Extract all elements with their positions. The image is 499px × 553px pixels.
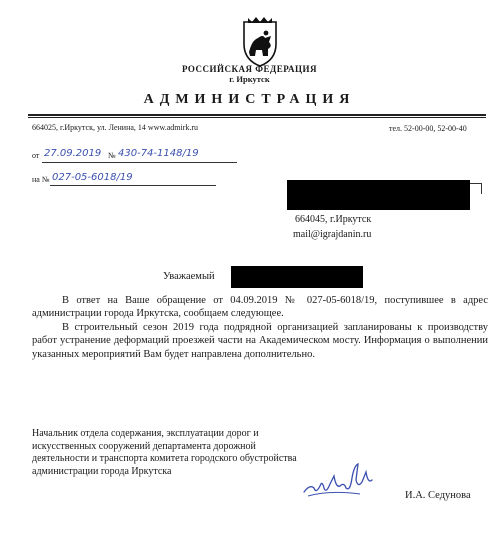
name-redaction [231, 266, 363, 288]
from-label: от [32, 151, 40, 160]
country-name: РОССИЙСКАЯ ФЕДЕРАЦИЯ [181, 64, 318, 74]
reply-to-label: на № [32, 175, 50, 184]
letter-body [32, 294, 488, 361]
signer-name: И.А. Седунова [405, 490, 471, 501]
address-corner-mark-vertical [481, 183, 482, 194]
greeting: Уважаемый [163, 271, 215, 282]
organization-title: АДМИНИСТРАЦИЯ [143, 92, 356, 107]
city-name: г. Иркутск [229, 74, 270, 84]
number-sign: № [108, 151, 116, 160]
recipient-city: 664045, г.Иркутск [295, 214, 372, 225]
outgoing-underline [42, 162, 237, 163]
signer-position: Начальник отдела содержания, эксплуатации дорог и искусственных сооружений департамента дорожной деятельности и транспорта комитета городского обустройства администрации города Иркутска [32, 428, 297, 477]
org-phones: тел. 52-00-00, 52-00-40 [389, 124, 467, 133]
body-paragraph: В строительный сезон 2019 года подрядной организацией запланированы к производству работ устранение деформаций проезжей части на Академическом мосту. Информация о выполнении указанных мероприятий Вам будет направлена дополнительно. [32, 321, 488, 360]
outgoing-date: 27.09.2019 [44, 148, 102, 159]
recipient-email: mail@igrajdanin.ru [293, 229, 372, 240]
outgoing-number: 430-74-1148/19 [118, 148, 199, 159]
header-divider-thin [28, 117, 486, 118]
org-address: 664025, г.Иркутск, ул. Ленина, 14 www.admirk.ru [32, 123, 199, 132]
header-divider-thick [28, 114, 486, 116]
body-paragraph: В ответ на Ваше обращение от 04.09.2019 № 027-05-6018/19, поступившее в адрес администрации города Иркутска, сообщаем следующее. [32, 295, 488, 320]
recipient-redaction [287, 180, 470, 210]
reply-to-underline [50, 185, 216, 186]
handwritten-signature [300, 458, 385, 500]
coat-of-arms-icon [238, 16, 282, 68]
reply-to-number: 027-05-6018/19 [52, 172, 133, 183]
